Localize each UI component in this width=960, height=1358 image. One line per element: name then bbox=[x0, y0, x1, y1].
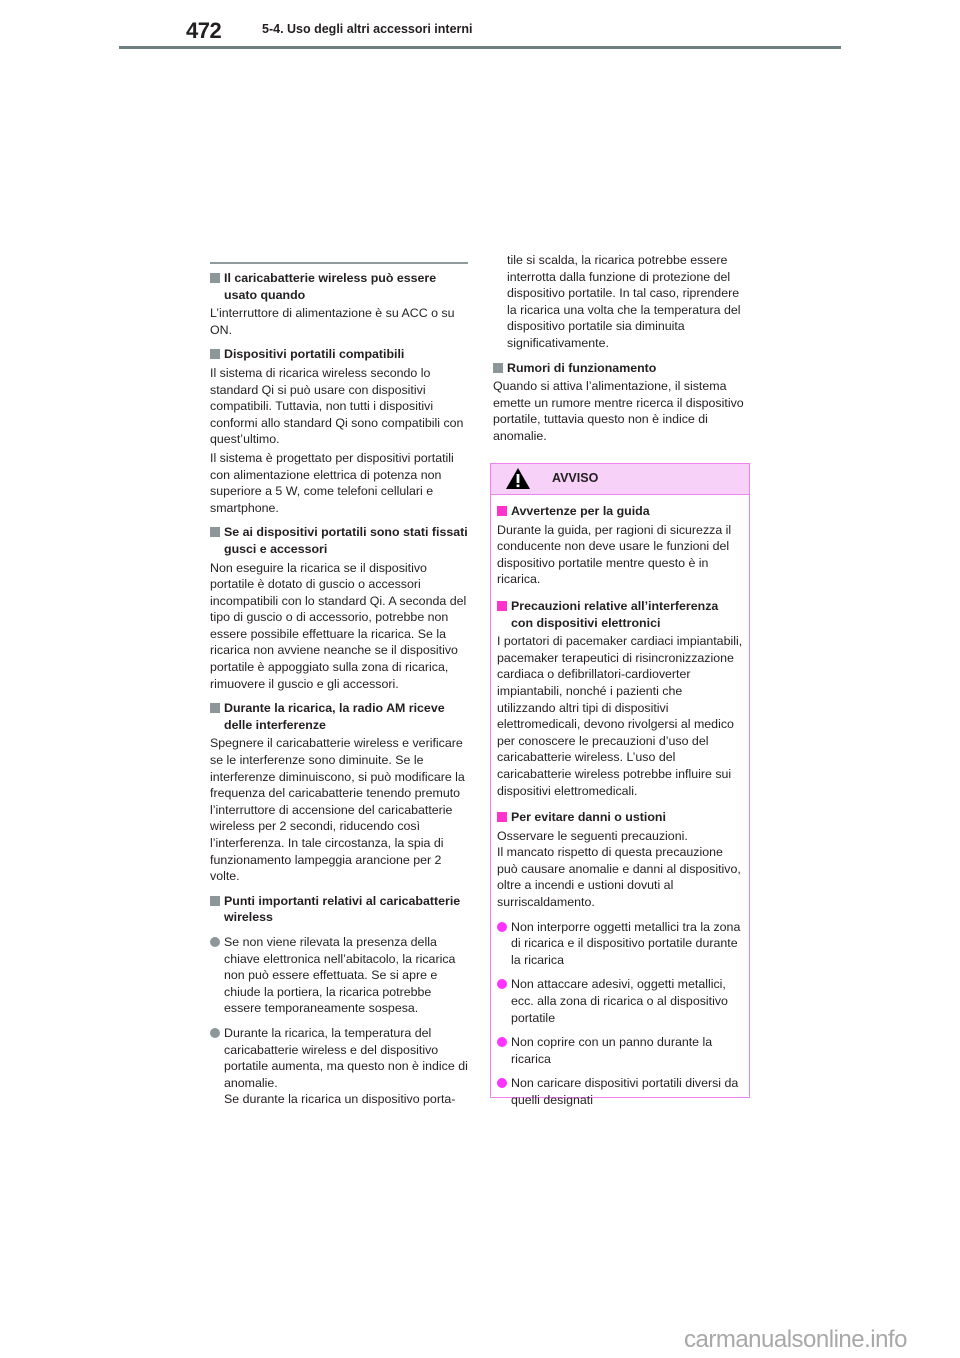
square-marker-icon bbox=[493, 363, 503, 373]
right-column bbox=[493, 252, 751, 445]
section-heading: Durante la ricarica, la radio AM riceve delle interferenze bbox=[210, 700, 468, 733]
circle-bullet-icon bbox=[210, 937, 220, 947]
paragraph: I portatori di pacemaker cardiaci impiantabili, pacemaker terapeutici di risincronizzazione cardiaca o defibrillatori-cardioverter impiantabili, nonché i pazienti che utilizzando altri tipi di dispositivi elettromedicali, devono rivolgersi al medico per conoscere le precauzioni d’uso del caricabatterie wireless. L’uso del caricabatterie wireless potrebbe influire sui dispositivi elettromedicali. bbox=[497, 634, 743, 798]
header-rule bbox=[119, 46, 841, 49]
bullet-item: Durante la ricarica, la temperatura del caricabatterie wireless e del dispositivo portatile aumenta, ma questo non è indice di anomalie. bbox=[210, 1025, 468, 1091]
warning-box bbox=[490, 463, 750, 1107]
warning-body bbox=[491, 495, 749, 1109]
section-heading: Se ai dispositivi portatili sono stati fissati gusci e accessori bbox=[210, 524, 468, 557]
left-column bbox=[210, 262, 468, 1108]
circle-bullet-icon bbox=[497, 1037, 507, 1047]
continued-text: tile si scalda, la ricarica potrebbe essere interrotta dalla funzione di protezione del dispositivo portatile. In tal caso, riprendere la ricarica una volta che la temperatura del dispositivo portatile sia diminuita significativamente. bbox=[507, 253, 741, 350]
circle-bullet-icon bbox=[497, 979, 507, 989]
section-heading: Il caricabatterie wireless può essere usato quando bbox=[210, 270, 468, 303]
section-heading: Precauzioni relative all’interferenza con dispositivi elettronici bbox=[497, 598, 743, 631]
warning-title: AVVISO bbox=[552, 471, 599, 485]
warning-header bbox=[491, 464, 749, 495]
circle-bullet-icon bbox=[497, 922, 507, 932]
section-heading: Per evitare danni o ustioni bbox=[497, 809, 743, 826]
watermark: carmanualsonline.info bbox=[684, 1326, 907, 1353]
bullet-continuation: Se durante la ricarica un dispositivo porta- bbox=[224, 1092, 456, 1107]
section-heading: Avvertenze per la guida bbox=[497, 503, 743, 520]
paragraph: Il sistema di ricarica wireless secondo lo standard Qi si può usare con dispositivi compatibili. Tuttavia, non tutti i dispositivi conformi allo standard Qi sono compatibili con quest’ultimo. bbox=[210, 365, 464, 447]
square-marker-icon bbox=[210, 527, 220, 537]
square-marker-icon bbox=[210, 703, 220, 713]
square-marker-icon bbox=[497, 506, 507, 516]
bullet-item: Se non viene rilevata la presenza della chiave elettronica nell’abitacolo, la ricarica non può essere effettuata. Se si apre e chiude la portiera, la ricarica potrebbe essere temporaneamente sospesa. bbox=[210, 934, 468, 1017]
warning-triangle-icon bbox=[505, 467, 531, 490]
circle-bullet-icon bbox=[210, 1028, 220, 1038]
section-heading: Rumori di funzionamento bbox=[493, 360, 751, 377]
section-heading: Dispositivi portatili compatibili bbox=[210, 346, 468, 363]
paragraph: Osservare le seguenti precauzioni. bbox=[497, 828, 688, 843]
section-heading: Punti importanti relativi al caricabatterie wireless bbox=[210, 893, 468, 926]
paragraph: Non eseguire la ricarica se il dispositivo portatile è dotato di guscio o accessori incompatibili con lo standard Qi. A seconda del tipo di guscio o di accessorio, potrebbe non essere possibile effettuare la ricarica. Se la ricarica non avviene neanche se il dispositivo portatile è appoggiato sulla zona di ricarica, rimuovere il guscio e gli accessori. bbox=[210, 560, 467, 691]
page-number: 472 bbox=[186, 18, 222, 43]
circle-bullet-icon bbox=[497, 1078, 507, 1088]
bullet-item: Non caricare dispositivi portatili diversi da quelli designati bbox=[497, 1075, 743, 1108]
chapter-title: 5-4. Uso degli altri accessori interni bbox=[262, 22, 473, 36]
square-marker-icon bbox=[497, 812, 507, 822]
paragraph: Il mancato rispetto di questa precauzione può causare anomalie e danni al dispositivo, oltre a incendi e ustioni dovuti al surriscaldamento. bbox=[497, 845, 741, 910]
paragraph: Quando si attiva l’alimentazione, il sistema emette un rumore mentre ricerca il dispositivo portatile, tuttavia questo non è indice di anomalie. bbox=[493, 379, 744, 443]
bullet-item: Non coprire con un panno durante la ricarica bbox=[497, 1034, 743, 1067]
square-marker-icon bbox=[210, 896, 220, 906]
square-marker-icon bbox=[497, 601, 507, 611]
paragraph: Spegnere il caricabatterie wireless e verificare se le interferenze sono diminuite. Se le interferenze diminuiscono, si può modificare la frequenza del caricabatterie tenendo premuto l’interruttore di accensione del caricabatterie wireless per 2 secondi, riducendo così l’interferenza. In tale circostanza, la spia di funzionamento lampeggia arancione per 2 volte. bbox=[210, 736, 465, 884]
paragraph: L’interruttore di alimentazione è su ACC o su ON. bbox=[210, 306, 455, 337]
square-marker-icon bbox=[210, 273, 220, 283]
paragraph: Durante la guida, per ragioni di sicurezza il conducente non deve usare le funzioni del dispositivo portatile mentre questo è in ricarica. bbox=[497, 522, 732, 587]
square-marker-icon bbox=[210, 349, 220, 359]
paragraph: Il sistema è progettato per dispositivi portatili con alimentazione elettrica di potenza non superiore a 5 W, come telefoni cellulari e smartphone. bbox=[210, 450, 454, 515]
section-divider bbox=[210, 262, 468, 264]
bullet-item: Non interporre oggetti metallici tra la zona di ricarica e il dispositivo portatile durante la ricarica bbox=[497, 919, 743, 969]
bullet-item: Non attaccare adesivi, oggetti metallici, ecc. alla zona di ricarica o al dispositivo portatile bbox=[497, 976, 743, 1026]
